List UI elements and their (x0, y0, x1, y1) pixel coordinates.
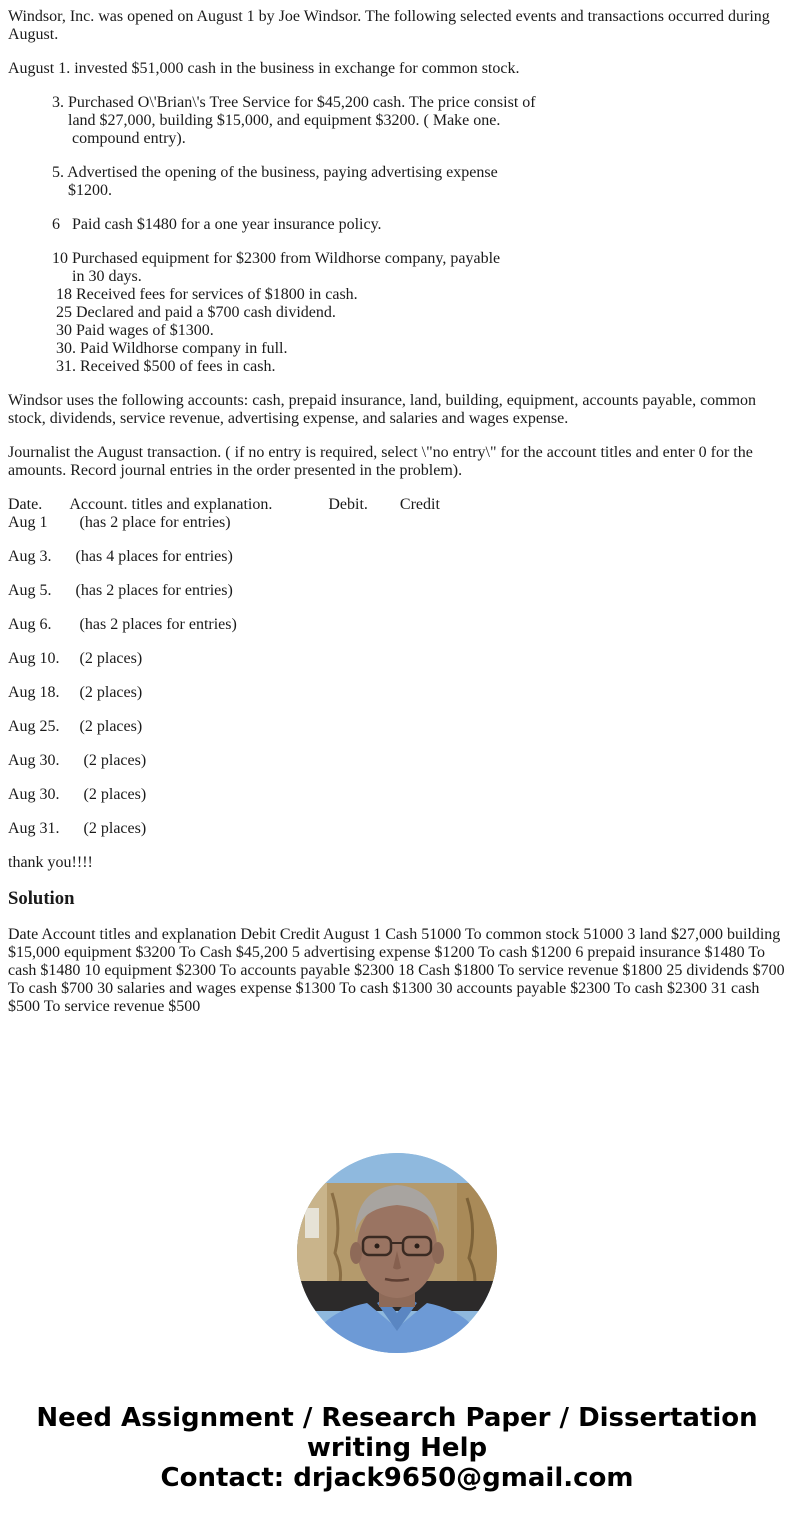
author-portrait (297, 1153, 497, 1353)
event-line: 10 Purchased equipment for $2300 from Wildhorse company, payable (8, 250, 501, 267)
first-event: August 1. invested $51,000 cash in the business in exchange for common stock. (8, 60, 520, 77)
event-aug-10-to-31 (8, 250, 786, 376)
person-portrait-icon (297, 1153, 497, 1353)
accounts-paragraph: Windsor uses the following accounts: cash, prepaid insurance, land, building, equipment, accounts payable, common stock, dividends, service revenue, advertising expense, and salaries and wages expense. (8, 392, 761, 427)
journal-template (8, 496, 786, 838)
journal-row-aug-31: Aug 31. (2 places) (8, 820, 147, 837)
journal-row-aug-3: Aug 3. (has 4 places for entries) (8, 548, 233, 565)
event-line: in 30 days. (8, 268, 142, 285)
event-aug-3 (8, 94, 786, 148)
footer-line-2: writing Help (306, 1433, 488, 1463)
event-line: 6 Paid cash $1480 for a one year insurance policy. (8, 216, 382, 233)
journal-row-aug-6: Aug 6. (has 2 places for entries) (8, 616, 237, 633)
solution-text: Date Account titles and explanation Debit Credit August 1 Cash 51000 To common stock 51000 3 land $27,000 building $15,000 equipment $3200 To Cash $45,200 5 advertising expense $1200 To cash $1200 6 prepaid insurance $1480 To cash $1480 10 equipment $2300 To accounts payable $2300 18 Cash $1800 To service revenue $1800 25 dividends $700 To cash $700 30 salaries and wages expense $1300 To cash $1300 30 accounts payable $2300 To cash $2300 31 cash $500 To service revenue $500 (8, 926, 785, 1015)
journal-row-aug-10: Aug 10. (2 places) (8, 650, 143, 667)
closing-text: thank you!!!! (8, 854, 93, 871)
journal-row-aug-25: Aug 25. (2 places) (8, 718, 143, 735)
solution-heading: Solution (8, 888, 75, 909)
instructions-paragraph: Journalist the August transaction. ( if no entry is required, select \"no entry\" for the account titles and enter 0 for the amounts. Record journal entries in the order presented in the problem). (8, 444, 757, 479)
event-line: 25 Declared and paid a $700 cash dividend. (8, 304, 336, 321)
event-line: 18 Received fees for services of $1800 in cash. (8, 286, 358, 303)
footer-line-1: Need Assignment / Research Paper / Dissertation (36, 1403, 758, 1433)
contact-footer (0, 1403, 794, 1493)
intro-paragraph: Windsor, Inc. was opened on August 1 by Joe Windsor. The following selected events and transactions occurred during August. (8, 8, 773, 43)
journal-header: Date. Account. titles and explanation. Debit. Credit (8, 496, 440, 513)
footer-contact-email: Contact: drjack9650@gmail.com (160, 1463, 634, 1493)
event-line: land $27,000, building $15,000, and equipment $3200. ( Make one. (8, 112, 501, 129)
event-line: $1200. (8, 182, 112, 199)
journal-row-aug-30-b: Aug 30. (2 places) (8, 786, 147, 803)
event-line: 31. Received $500 of fees in cash. (8, 358, 276, 375)
event-line: 30. Paid Wildhorse company in full. (8, 340, 288, 357)
question-document (8, 8, 786, 1016)
journal-row-aug-18: Aug 18. (2 places) (8, 684, 143, 701)
journal-row-aug-30: Aug 30. (2 places) (8, 752, 147, 769)
journal-row-aug-5: Aug 5. (has 2 places for entries) (8, 582, 233, 599)
event-line: 30 Paid wages of $1300. (8, 322, 214, 339)
event-aug-6 (8, 216, 786, 234)
event-line: compound entry). (8, 130, 186, 147)
event-list (8, 94, 786, 376)
event-aug-5 (8, 164, 786, 200)
event-line: 5. Advertised the opening of the business, paying advertising expense (8, 164, 498, 181)
event-line: 3. Purchased O\'Brian\'s Tree Service for $45,200 cash. The price consist of (8, 94, 536, 111)
journal-row-aug-1: Aug 1 (has 2 place for entries) (8, 514, 231, 531)
